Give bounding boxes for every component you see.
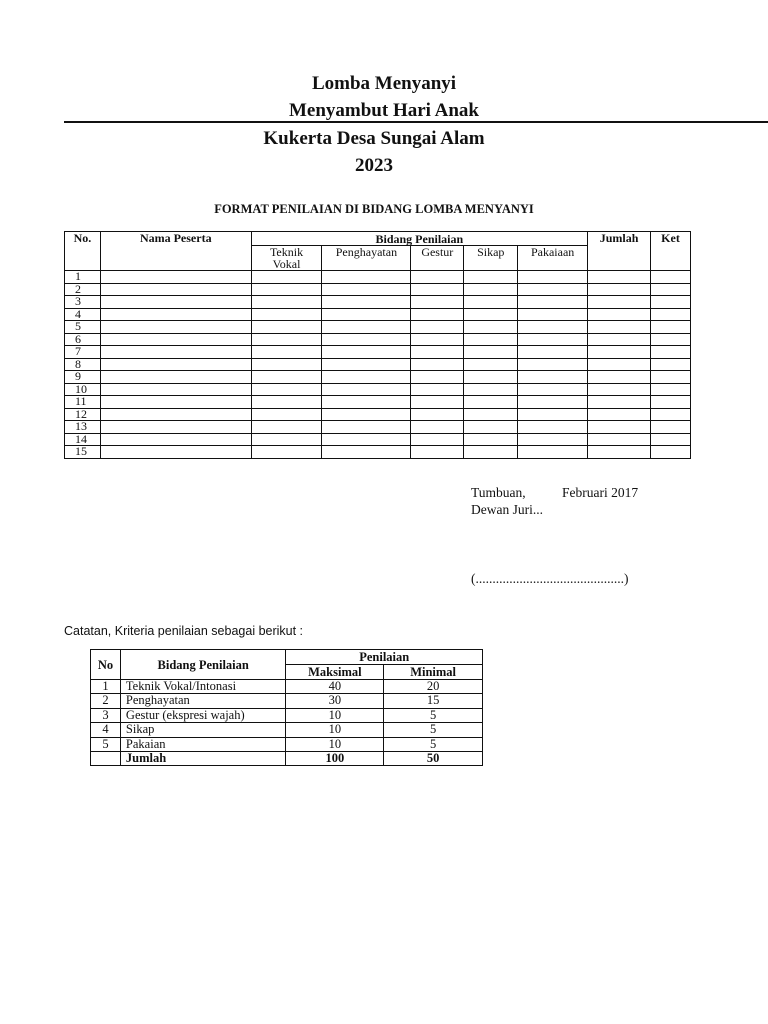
score-row: [65, 408, 691, 421]
score-cell: [411, 283, 464, 296]
score-cell: [588, 433, 651, 446]
score-cell: [588, 271, 651, 284]
score-cell: [251, 346, 322, 359]
crit-row-min: 5: [384, 708, 483, 722]
crit-row-max: 10: [286, 708, 384, 722]
score-cell: [100, 308, 251, 321]
score-cell: [251, 283, 322, 296]
score-cell: [411, 308, 464, 321]
sub-penghayatan-header: Penghayatan: [322, 246, 411, 271]
score-cell: [322, 371, 411, 384]
score-cell: [464, 283, 518, 296]
crit-col-bidang: Bidang Penilaian: [120, 650, 286, 680]
score-cell: [588, 333, 651, 346]
score-cell: [251, 408, 322, 421]
score-cell: [100, 371, 251, 384]
score-row-number: 1: [65, 271, 101, 284]
score-cell: [651, 421, 691, 434]
crit-row: [91, 694, 483, 708]
col-ket-header: Ket: [651, 232, 691, 271]
score-cell: [100, 346, 251, 359]
score-cell: [588, 396, 651, 409]
score-row-number: 2: [65, 283, 101, 296]
score-cell: [588, 421, 651, 434]
score-cell: [411, 321, 464, 334]
score-row-number: 8: [65, 358, 101, 371]
title-line-2: Menyambut Hari Anak: [288, 100, 480, 121]
form-subtitle: FORMAT PENILAIAN DI BIDANG LOMBA MENYANYI: [214, 202, 534, 216]
score-cell: [100, 446, 251, 459]
score-cell: [518, 371, 588, 384]
score-cell: [251, 383, 322, 396]
col-name-header: Nama Peserta: [100, 232, 251, 271]
score-cell: [100, 421, 251, 434]
title-line-4: 2023: [355, 155, 393, 176]
sub-teknik-line-1: Teknik: [269, 245, 304, 259]
score-cell: [251, 446, 322, 459]
score-cell: [322, 446, 411, 459]
crit-total-row: [91, 752, 483, 766]
score-cell: [464, 321, 518, 334]
score-cell: [322, 383, 411, 396]
score-cell: [411, 383, 464, 396]
score-cell: [251, 296, 322, 309]
crit-row: [91, 723, 483, 737]
score-cell: [651, 308, 691, 321]
col-group-header: Bidang Penilaian: [251, 232, 588, 246]
score-cell: [411, 396, 464, 409]
score-cell: [518, 408, 588, 421]
score-cell: [464, 433, 518, 446]
score-cell: [518, 346, 588, 359]
crit-row-min: 20: [384, 680, 483, 694]
score-row: [65, 371, 691, 384]
score-cell: [518, 433, 588, 446]
score-cell: [100, 433, 251, 446]
crit-row-bidang: Pakaian: [120, 737, 286, 751]
score-cell: [588, 308, 651, 321]
crit-row-max: 10: [286, 737, 384, 751]
score-cell: [251, 371, 322, 384]
crit-row: [91, 737, 483, 751]
col-no-header: No.: [65, 232, 101, 271]
crit-row-no: 3: [91, 708, 121, 722]
crit-row-bidang: Penghayatan: [120, 694, 286, 708]
crit-row-no: 1: [91, 680, 121, 694]
score-row: [65, 358, 691, 371]
score-cell: [651, 383, 691, 396]
score-cell: [464, 371, 518, 384]
crit-row-max: 30: [286, 694, 384, 708]
title-line-1: Lomba Menyanyi: [311, 73, 457, 94]
score-cell: [411, 446, 464, 459]
signature-blank: (............................................): [471, 571, 629, 586]
score-row-number: 6: [65, 333, 101, 346]
sub-sikap-header: Sikap: [464, 246, 518, 271]
score-row-number: 9: [65, 371, 101, 384]
title-line-3: Kukerta Desa Sungai Alam: [263, 128, 485, 149]
crit-row-no: 5: [91, 737, 121, 751]
score-row-number: 14: [65, 433, 101, 446]
score-row-number: 7: [65, 346, 101, 359]
score-cell: [518, 271, 588, 284]
score-row-number: 13: [65, 421, 101, 434]
score-cell: [100, 283, 251, 296]
score-cell: [464, 358, 518, 371]
score-cell: [322, 408, 411, 421]
score-cell: [251, 396, 322, 409]
criteria-note: Catatan, Kriteria penilaian sebagai berikut :: [64, 624, 304, 638]
score-cell: [518, 333, 588, 346]
score-cell: [651, 271, 691, 284]
score-cell: [518, 296, 588, 309]
score-cell: [464, 421, 518, 434]
score-row-number: 12: [65, 408, 101, 421]
score-cell: [251, 308, 322, 321]
score-cell: [651, 283, 691, 296]
score-row: [65, 283, 691, 296]
score-cell: [464, 271, 518, 284]
score-cell: [588, 383, 651, 396]
score-cell: [651, 446, 691, 459]
crit-row: [91, 680, 483, 694]
score-cell: [251, 333, 322, 346]
sub-pakaian-header: Pakaiaan: [518, 246, 588, 271]
signature-role: Dewan Juri...: [471, 502, 543, 517]
score-cell: [464, 396, 518, 409]
score-cell: [251, 433, 322, 446]
crit-row-no: 4: [91, 723, 121, 737]
score-cell: [322, 308, 411, 321]
score-cell: [518, 396, 588, 409]
crit-row-min: 5: [384, 737, 483, 751]
header-rule: [64, 121, 768, 123]
score-cell: [651, 358, 691, 371]
score-cell: [588, 321, 651, 334]
crit-col-no: No: [91, 650, 121, 680]
crit-row-bidang: Teknik Vokal/Intonasi: [120, 680, 286, 694]
score-cell: [651, 321, 691, 334]
score-cell: [251, 421, 322, 434]
score-cell: [411, 271, 464, 284]
score-cell: [518, 383, 588, 396]
crit-row-bidang: Gestur (ekspresi wajah): [120, 708, 286, 722]
score-row: [65, 396, 691, 409]
crit-row-min: 15: [384, 694, 483, 708]
score-cell: [251, 358, 322, 371]
score-cell: [588, 283, 651, 296]
score-cell: [322, 396, 411, 409]
sub-gestur-header: Gestur: [411, 246, 464, 271]
score-cell: [518, 358, 588, 371]
score-table: [64, 231, 691, 459]
score-row-number: 4: [65, 308, 101, 321]
score-cell: [322, 283, 411, 296]
score-cell: [651, 371, 691, 384]
score-cell: [411, 346, 464, 359]
crit-row-bidang: Sikap: [120, 723, 286, 737]
score-cell: [100, 271, 251, 284]
score-row: [65, 421, 691, 434]
crit-total-label: Jumlah: [120, 752, 286, 766]
crit-row-max: 40: [286, 680, 384, 694]
crit-col-max: Maksimal: [286, 665, 384, 680]
signature-place: Tumbuan,: [471, 485, 526, 500]
score-cell: [100, 408, 251, 421]
score-row: [65, 333, 691, 346]
score-cell: [588, 446, 651, 459]
score-row-number: 5: [65, 321, 101, 334]
score-row-number: 15: [65, 446, 101, 459]
score-cell: [100, 296, 251, 309]
score-row: [65, 271, 691, 284]
score-cell: [322, 421, 411, 434]
score-cell: [411, 408, 464, 421]
score-cell: [518, 421, 588, 434]
score-row-number: 3: [65, 296, 101, 309]
crit-row-max: 10: [286, 723, 384, 737]
score-cell: [411, 371, 464, 384]
score-cell: [651, 408, 691, 421]
score-cell: [464, 333, 518, 346]
score-cell: [518, 446, 588, 459]
score-cell: [411, 333, 464, 346]
score-row: [65, 446, 691, 459]
score-cell: [322, 346, 411, 359]
score-cell: [322, 271, 411, 284]
score-cell: [251, 321, 322, 334]
sub-teknik-line-2: Vokal: [272, 257, 301, 271]
score-cell: [464, 296, 518, 309]
score-cell: [464, 408, 518, 421]
crit-row-min: 5: [384, 723, 483, 737]
score-row: [65, 433, 691, 446]
score-cell: [464, 446, 518, 459]
signature-date: Februari 2017: [562, 485, 639, 500]
score-cell: [588, 371, 651, 384]
score-cell: [100, 383, 251, 396]
score-cell: [651, 396, 691, 409]
score-cell: [100, 333, 251, 346]
criteria-table: [90, 649, 483, 766]
score-cell: [651, 433, 691, 446]
score-cell: [464, 346, 518, 359]
score-cell: [411, 421, 464, 434]
score-cell: [411, 433, 464, 446]
score-cell: [588, 346, 651, 359]
score-cell: [588, 408, 651, 421]
score-cell: [100, 358, 251, 371]
score-cell: [464, 383, 518, 396]
score-cell: [651, 296, 691, 309]
score-row: [65, 296, 691, 309]
crit-col-min: Minimal: [384, 665, 483, 680]
score-cell: [518, 308, 588, 321]
crit-total-no: [91, 752, 121, 766]
score-cell: [464, 308, 518, 321]
col-jumlah-header: Jumlah: [588, 232, 651, 271]
score-row: [65, 346, 691, 359]
score-cell: [411, 358, 464, 371]
score-row: [65, 321, 691, 334]
score-row-number: 10: [65, 383, 101, 396]
score-cell: [518, 321, 588, 334]
crit-row: [91, 708, 483, 722]
score-cell: [322, 358, 411, 371]
score-cell: [411, 296, 464, 309]
score-row-number: 11: [65, 396, 101, 409]
score-row: [65, 383, 691, 396]
score-row: [65, 308, 691, 321]
sub-teknik-vokal-header: [251, 246, 322, 271]
crit-row-no: 2: [91, 694, 121, 708]
crit-col-penilaian: Penilaian: [286, 650, 483, 665]
score-cell: [322, 321, 411, 334]
score-cell: [518, 283, 588, 296]
score-cell: [100, 396, 251, 409]
score-cell: [588, 296, 651, 309]
score-cell: [651, 346, 691, 359]
score-cell: [588, 358, 651, 371]
crit-total-max: 100: [286, 752, 384, 766]
score-cell: [100, 321, 251, 334]
crit-total-min: 50: [384, 752, 483, 766]
score-cell: [251, 271, 322, 284]
score-cell: [322, 296, 411, 309]
score-cell: [322, 333, 411, 346]
score-cell: [322, 433, 411, 446]
score-cell: [651, 333, 691, 346]
